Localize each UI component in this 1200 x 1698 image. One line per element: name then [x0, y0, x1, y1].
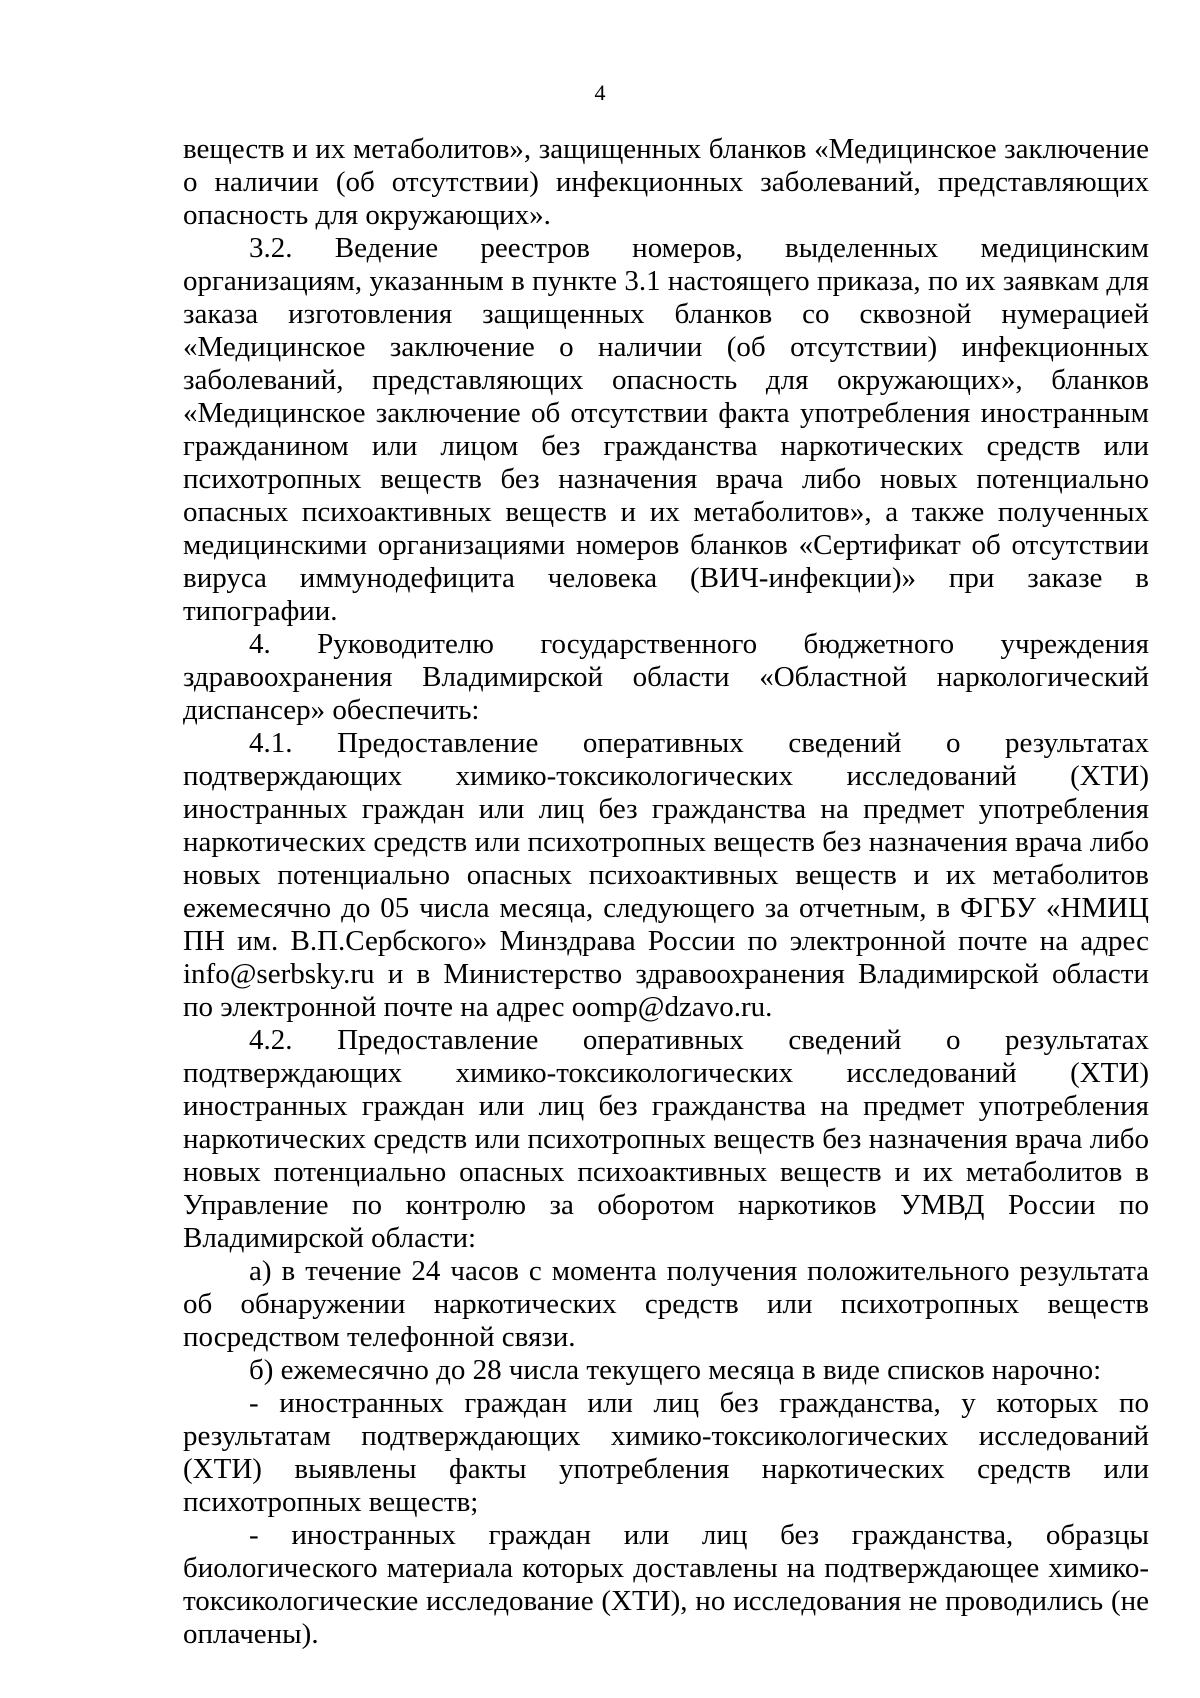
paragraph-item-a: а) в течение 24 часов с момента получения положительного результата об обнаружении наркотических средств или психотропных веществ посредством телефонной связи. [183, 1255, 1149, 1353]
paragraph-list-item-2: - иностранных граждан или лиц без гражданства, образцы биологического материала которых доставлены на подтверждающее химико-токсикологические исследование (ХТИ), но исследования не проводились (не оплачены). [183, 1519, 1149, 1650]
page-number: 4 [594, 80, 606, 105]
paragraph-4-2: 4.2. Предоставление оперативных сведений о результатах подтверждающих химико-токсикологических исследований (ХТИ) иностранных граждан или лиц без гражданства на предмет употребления наркотических средств или психотропных веществ без назначения врача либо новых потенциально опасных психоактивных веществ и их метаболитов в Управление по контролю за оборотом наркотиков УМВД России по Владимирской области: [183, 1024, 1149, 1254]
paragraph-item-b: б) ежемесячно до 28 числа текущего месяца в виде списков нарочно: [249, 1354, 1102, 1386]
document-body [183, 133, 1149, 1651]
paragraph-4: 4. Руководителю государственного бюджетного учреждения здравоохранения Владимирской области «Областной наркологический диспансер» обеспечить: [183, 628, 1149, 726]
paragraph-4-1: 4.1. Предоставление оперативных сведений о результатах подтверждающих химико-токсикологических исследований (ХТИ) иностранных граждан или лиц без гражданства на предмет употребления наркотических средств или психотропных веществ без назначения врача либо новых потенциально опасных психоактивных веществ и их метаболитов ежемесячно до 05 числа месяца, следующего за отчетным, в ФГБУ «НМИЦ ПН им. В.П.Сербского» Минздрава России по электронной почте на адрес info@serbsky.ru и в Министерство здравоохранения Владимирской области по электронной почте на адрес oomp@dzavo.ru. [183, 727, 1149, 1023]
paragraph-3-2: 3.2. Ведение реестров номеров, выделенных медицинским организациям, указанным в пункте 3.1 настоящего приказа, по их заявкам для заказа изготовления защищенных бланков со сквозной нумерацией «Медицинское заключение о наличии (об отсутствии) инфекционных заболеваний, представляющих опасность для окружающих», бланков «Медицинское заключение об отсутствии факта употребления иностранным гражданином или лицом без гражданства наркотических средств или психотропных веществ без назначения врача либо новых потенциально опасных психоактивных веществ и их метаболитов», а также полученных медицинскими организациями номеров бланков «Сертификат об отсутствии вируса иммунодефицита человека (ВИЧ-инфекции)» при заказе в типографии. [183, 232, 1149, 627]
paragraph-list-item-1: - иностранных граждан или лиц без гражданства, у которых по результатам подтверждающих химико-токсикологических исследований (ХТИ) выявлены факты употребления наркотических средств или психотропных веществ; [183, 1387, 1149, 1518]
paragraph-continuation: веществ и их метаболитов», защищенных бланков «Медицинское заключение о наличии (об отсутствии) инфекционных заболеваний, представляющих опасность для окружающих». [183, 133, 1149, 231]
